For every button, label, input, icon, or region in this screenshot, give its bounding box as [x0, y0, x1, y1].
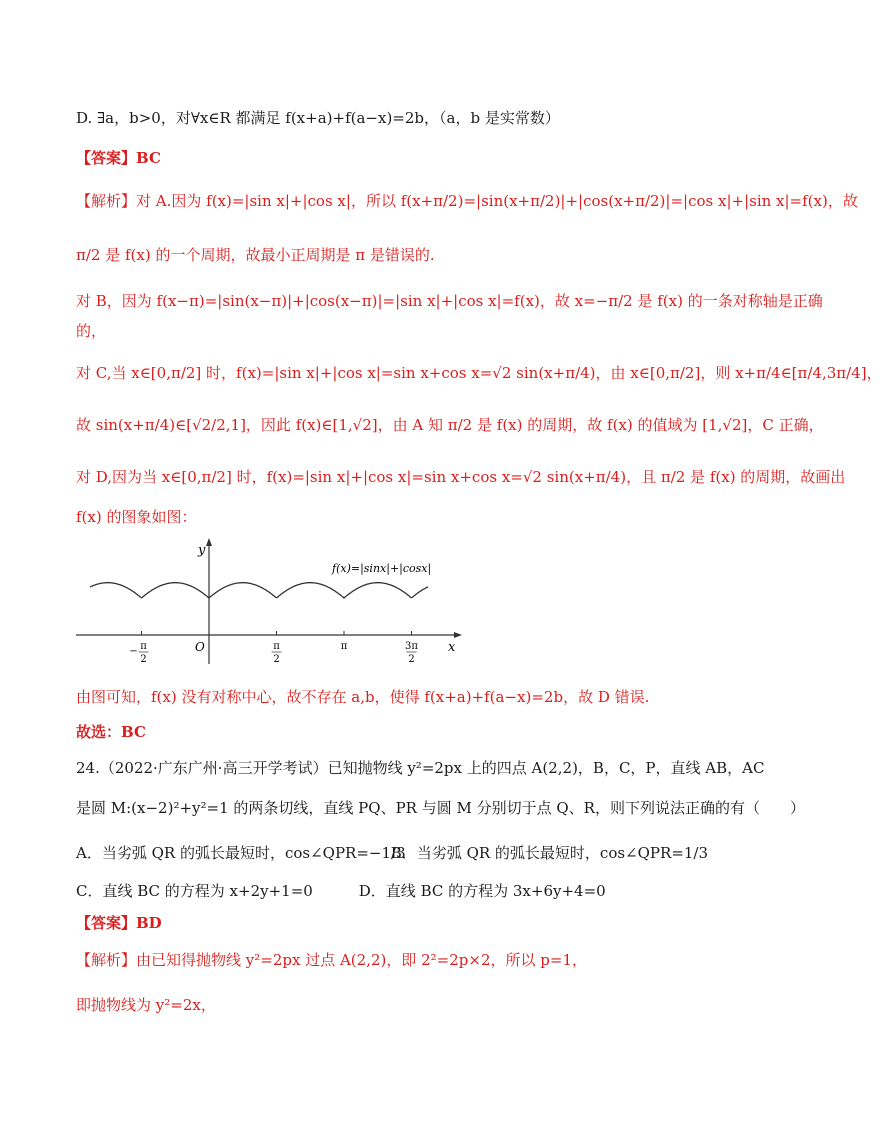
q23-answer: 【答案】BC	[76, 149, 161, 167]
q23-analysis-d-line1: 对 D,因为当 x∈[0,π/2] 时，f(x)=|sin x|+|cos x|=sin x+cos x=√2 sin(x+π/4)，且 π/2 是 f(x) 的周期，故画出	[76, 468, 846, 486]
x-tick-label-numerator: 3π	[405, 641, 418, 652]
q23-analysis-d-line2: f(x) 的图象如图：	[76, 508, 197, 526]
q24-answer: 【答案】BD	[76, 914, 162, 932]
q24-stem-line2: 是圆 M:(x−2)²+y²=1 的两条切线，直线 PQ、PR 与圆 M 分别切于点 Q、R，则下列说法正确的有（ ）	[76, 799, 805, 817]
q24-analysis-line2: 即抛物线为 y²=2x，	[76, 996, 216, 1014]
curve-f	[90, 583, 428, 598]
q23-choice: 故选：BC	[76, 723, 146, 741]
x-tick-label-numerator: π	[340, 641, 348, 652]
x-tick-label-numerator: π	[273, 641, 280, 652]
q23-analysis-c-line1: 对 C,当 x∈[0,π/2] 时，f(x)=|sin x|+|cos x|=sin x+cos x=√2 sin(x+π/4)，由 x∈[0,π/2]，则 x+π/4∈[π/4,3π/4]，	[76, 364, 882, 382]
q23-analysis-a-line2: π/2 是 f(x) 的一个周期，故最小正周期是 π 是错误的.	[76, 246, 435, 264]
q24-options-row2	[76, 880, 740, 902]
curve-label: f(x)=|sinx|+|cosx|	[332, 562, 432, 575]
x-tick-label-denominator: 2	[273, 654, 280, 665]
x-axis-label: x	[448, 640, 456, 655]
q23-conclusion: 由图可知，f(x) 没有对称中心，故不存在 a,b，使得 f(x+a)+f(a−x)=2b，故 D 错误.	[76, 688, 650, 706]
q24-option-a: A．当劣弧 QR 的弧长最短时，cos∠QPR=−1/3	[76, 844, 406, 862]
x-tick-label-sign: −	[129, 646, 138, 657]
q23-analysis-c-line2: 故 sin(x+π/4)∈[√2/2,1]，因此 f(x)∈[1,√2]，由 A 知 π/2 是 f(x) 的周期，故 f(x) 的值域为 [1,√2]，C 正确，	[76, 416, 824, 434]
y-axis-arrow	[206, 538, 212, 546]
q24-option-c: C．直线 BC 的方程为 x+2y+1=0	[76, 882, 313, 900]
q23-analysis-a-line1: 【解析】对 A.因为 f(x)=|sin x|+|cos x|，所以 f(x+π/2)=|sin(x+π/2)|+|cos(x+π/2)|=|cos x|+|sin x|=f(x)，故	[76, 192, 858, 210]
y-axis-label: y	[198, 543, 206, 558]
x-tick-label-denominator: 2	[408, 654, 415, 665]
q24-analysis-line1: 【解析】由已知得抛物线 y²=2px 过点 A(2,2)，即 2²=2p×2，所以 p=1，	[76, 951, 587, 969]
q23-option-d: D. ∃a，b>0，对∀x∈R 都满足 f(x+a)+f(a−x)=2b，（a，b 是实常数）	[76, 109, 560, 127]
x-axis-arrow	[454, 632, 462, 638]
q23-analysis-b-line2: 的，	[76, 322, 107, 340]
x-tick-label-numerator: π	[140, 641, 147, 652]
q24-stem-line1: 24.（2022·广东广州·高三开学考试）已知抛物线 y²=2px 上的四点 A(2,2)，B，C，P，直线 AB，AC	[76, 759, 765, 777]
q24-option-b: B．当劣弧 QR 的弧长最短时，cos∠QPR=1/3	[390, 844, 709, 862]
origin-label: O	[195, 640, 205, 654]
q23-analysis-b-line1: 对 B，因为 f(x−π)=|sin(x−π)|+|cos(x−π)|=|sin x|+|cos x|=f(x)，故 x=−π/2 是 f(x) 的一条对称轴是正确	[76, 292, 823, 310]
q24-option-d: D．直线 BC 的方程为 3x+6y+4=0	[358, 882, 606, 900]
q24-options-row1	[76, 842, 740, 864]
function-graph	[76, 536, 466, 666]
x-tick-label-denominator: 2	[140, 654, 147, 665]
